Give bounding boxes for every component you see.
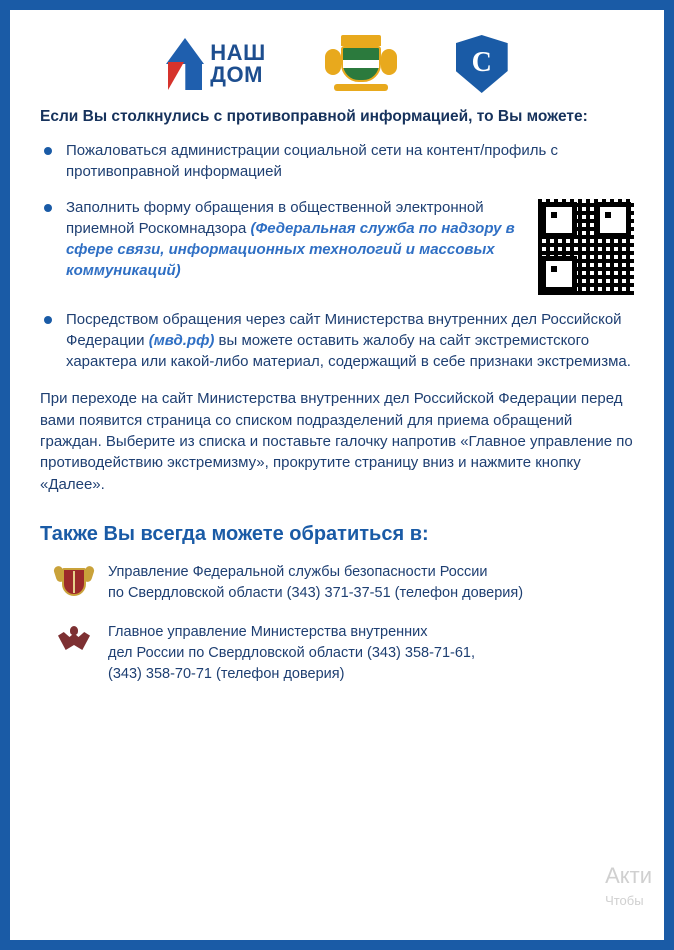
watermark-line2: Чтобы — [605, 893, 644, 908]
section-title: Также Вы всегда можете обратиться в: — [40, 522, 429, 545]
nash-dom-line2: ДОМ — [210, 62, 263, 87]
document-page — [10, 10, 664, 940]
activation-watermark — [605, 863, 652, 908]
fsb-line2: по Свердловской области (343) 371-37-51 (телефон доверия) — [108, 584, 524, 601]
qr-code-icon — [538, 199, 634, 295]
mvd-website-link[interactable]: (мвд.рф) — [148, 331, 215, 349]
nash-dom-logo — [166, 38, 265, 90]
shield-letter: С — [471, 47, 492, 78]
mvd-line3: (343) 358-70-71 (телефон доверия) — [108, 666, 345, 683]
organization-mvd-text — [108, 622, 475, 685]
bullet-3-text: Посредством обращения через сайт Министерства внутренних дел Российской Федерации — [66, 310, 622, 349]
list-item — [40, 140, 634, 183]
mvd-line1: Главное управление Министерства внутренних — [108, 624, 428, 640]
bullet-2-text: Заполнить форму обращения в общественной электронной приемной Роскомнадзора — [66, 198, 484, 237]
security-shield-icon — [456, 35, 508, 93]
organization-mvd — [54, 622, 634, 685]
fsb-emblem-icon — [54, 562, 94, 602]
list-item — [40, 309, 634, 373]
instructions-paragraph: При переходе на сайт Министерства внутренних дел Российской Федерации перед вами появится страница со списком подразделений для приема обращений граждан. Выберите из списка и поставьте галочку напротив «Главное управление по противодействию экстремизму», прокрутите страницу вниз и нажмите кнопку «Далее». — [40, 390, 633, 493]
organization-fsb — [54, 562, 634, 604]
nash-dom-line1: НАШ — [210, 40, 266, 65]
fsb-line1: Управление Федеральной службы безопасности России — [108, 563, 488, 580]
ekaterinburg-coat-of-arms-icon — [324, 35, 398, 93]
watermark-line1: Акти — [605, 863, 652, 888]
nash-dom-wordmark — [210, 42, 265, 86]
mvd-line2: дел России по Свердловской области (343) 358-71-61, — [108, 645, 476, 662]
bullet-1-text: Пожаловаться администрации социальной сети на контент/профиль с противоправной информацией — [66, 142, 559, 181]
bullet-2-agency-full-name: (Федеральная служба по надзору в сфере связи, информационных технологий и массовых коммуникаций) — [66, 219, 515, 280]
organization-fsb-text — [108, 562, 523, 604]
document-content — [10, 92, 664, 685]
list-item — [40, 197, 634, 295]
options-list — [40, 140, 634, 372]
mvd-emblem-icon — [54, 622, 94, 662]
house-icon — [166, 38, 204, 90]
bullet-3-text-after: вы можете оставить жалобу на сайт экстремистского характера или какой-либо материал, содержащий в себе признаки экстремизма. — [66, 331, 631, 371]
logo-row — [10, 10, 664, 92]
lead-text: Если Вы столкнулись с противоправной информацией, то Вы можете: — [40, 108, 588, 125]
